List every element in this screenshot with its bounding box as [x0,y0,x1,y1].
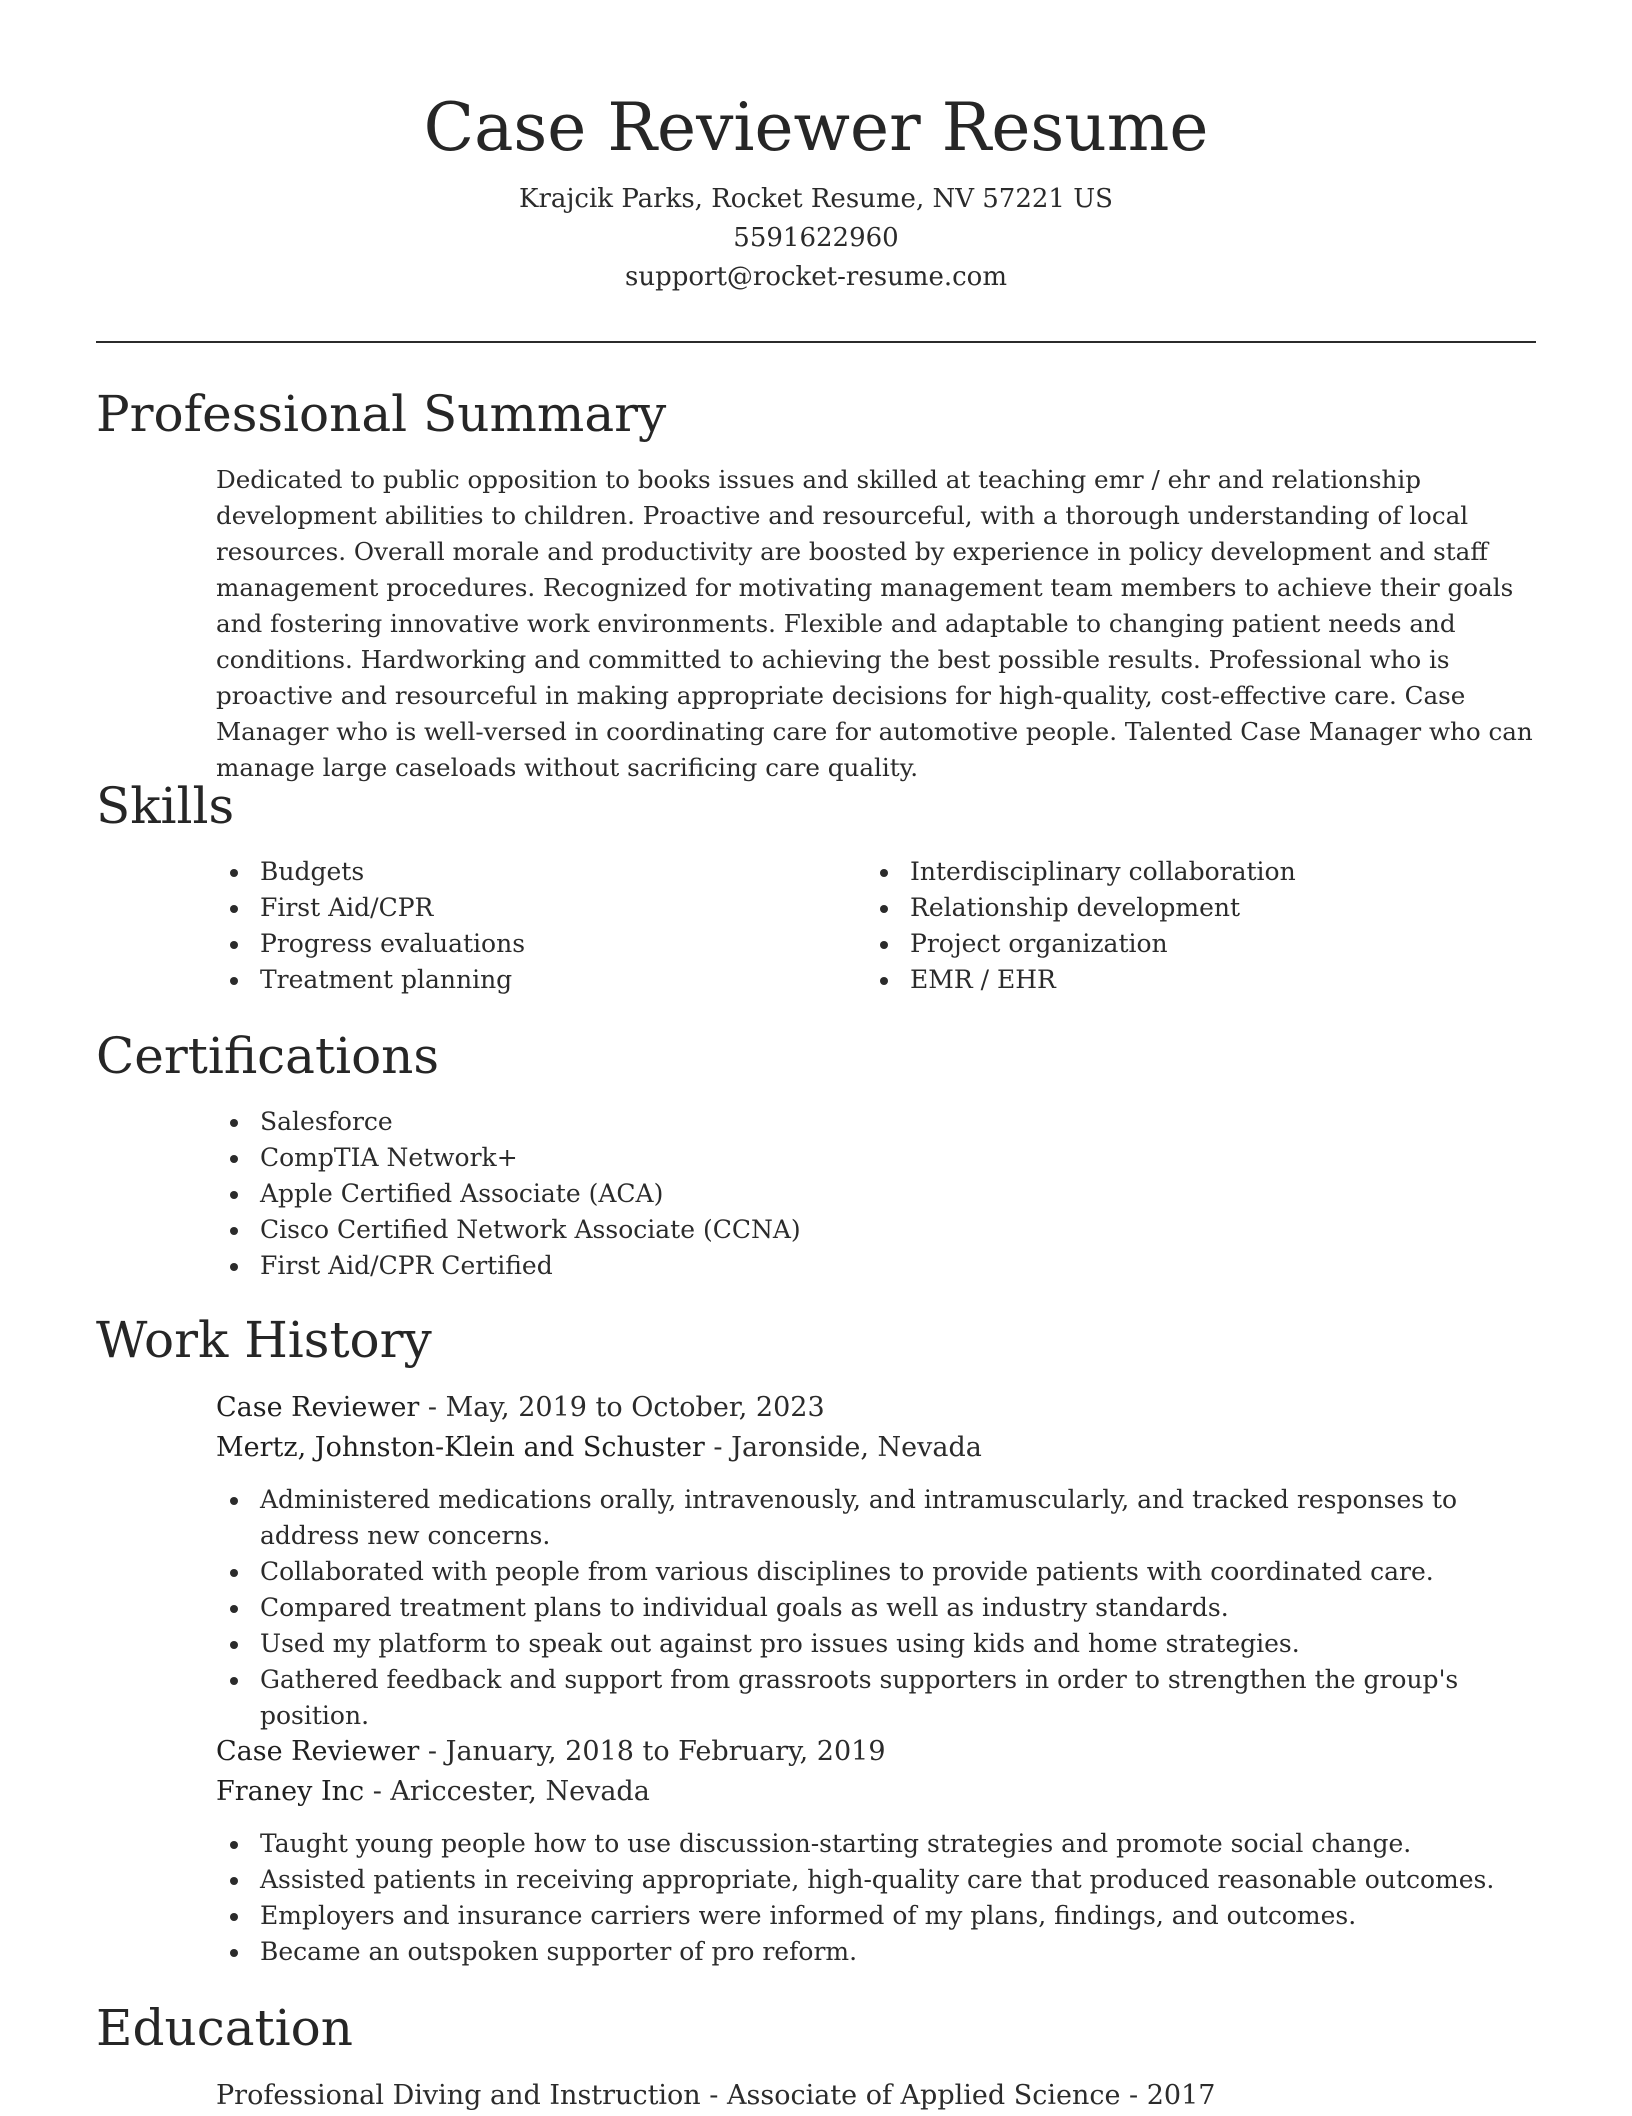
certification-item: Cisco Certified Network Associate (CCNA) [216,1212,801,1248]
job-bullet: Gathered feedback and support from grassroots supporters in order to strengthen the group's position. [216,1662,1546,1734]
contact-phone: 5591622960 [733,223,899,253]
skill-item: Interdisciplinary collaboration [866,854,1296,890]
certifications-list [216,1104,801,1284]
skills-list-left [216,854,525,998]
contact-block [0,180,1632,297]
skills-heading: Skills [96,777,235,835]
job-location: - Jaronside, Nevada [704,1432,982,1463]
education-entry: Professional Diving and Instruction - Associate of Applied Science - 2017 [216,2080,1216,2111]
job-dates: - January, 2018 to February, 2019 [419,1736,886,1767]
job-bullet: Assisted patients in receiving appropriate, high-quality care that produced reasonable outcomes. [216,1862,1546,1898]
job-role: Case Reviewer [216,1736,420,1767]
job-bullet: Compared treatment plans to individual goals as well as industry standards. [216,1590,1546,1626]
education-heading: Education [96,1999,353,2057]
job-company: Franey Inc [216,1776,365,1807]
job-bullets [216,1826,1546,1970]
job-dates: - May, 2019 to October, 2023 [419,1392,825,1423]
skill-item: Treatment planning [216,962,525,998]
job-company-line [216,1428,982,1468]
job-location: - Ariccester, Nevada [364,1776,650,1807]
skill-item: Relationship development [866,890,1296,926]
skill-item: Project organization [866,926,1296,962]
job-company: Mertz, Johnston-Klein and Schuster [216,1432,705,1463]
resume-header [0,0,1632,297]
resume-title: Case Reviewer Resume [423,89,1209,166]
skills-list-right [866,854,1296,998]
job-bullet: Collaborated with people from various disciplines to provide patients with coordinated care. [216,1554,1546,1590]
certification-item: First Aid/CPR Certified [216,1248,801,1284]
job-bullets [216,1482,1546,1734]
job-bullet: Administered medications orally, intravenously, and intramuscularly, and tracked responses to address new concerns. [216,1482,1546,1554]
job-bullet: Employers and insurance carriers were informed of my plans, findings, and outcomes. [216,1898,1546,1934]
job-bullet: Became an outspoken supporter of pro reform. [216,1934,1546,1970]
summary-heading: Professional Summary [96,385,667,443]
job-title-line [216,1732,886,1772]
header-divider [96,341,1536,343]
job-title-line [216,1388,825,1428]
work-history-heading: Work History [96,1311,432,1369]
contact-address: Krajcik Parks, Rocket Resume, NV 57221 US [519,184,1113,214]
job-bullet: Taught young people how to use discussion-starting strategies and promote social change. [216,1826,1546,1862]
summary-text: Dedicated to public opposition to books issues and skilled at teaching emr / ehr and relationship development abilities to children. Proactive and resourceful, with a thorough understanding of local resources. Overall morale and productivity are boosted by experience in policy development and staff management procedures. Recognized for motivating management team members to achieve their goals and fostering innovative work environments. Flexible and adaptable to changing patient needs and conditions. Hardworking and committed to achieving the best possible results. Professional who is proactive and resourceful in making appropriate decisions for high-quality, cost-effective care. Case Manager who is well-versed in coordinating care for automotive people. Talented Case Manager who can manage large caseloads without sacrificing care quality. [216,465,1533,782]
skill-item: EMR / EHR [866,962,1296,998]
job-company-line [216,1772,650,1812]
certification-item: Apple Certified Associate (ACA) [216,1176,801,1212]
skill-item: Budgets [216,854,525,890]
job-bullet: Used my platform to speak out against pro issues using kids and home strategies. [216,1626,1546,1662]
skill-item: Progress evaluations [216,926,525,962]
job-role: Case Reviewer [216,1392,420,1423]
certification-item: CompTIA Network+ [216,1140,801,1176]
contact-email: support@rocket-resume.com [624,262,1007,292]
certification-item: Salesforce [216,1104,801,1140]
skill-item: First Aid/CPR [216,890,525,926]
certifications-heading: Certifications [96,1027,440,1085]
